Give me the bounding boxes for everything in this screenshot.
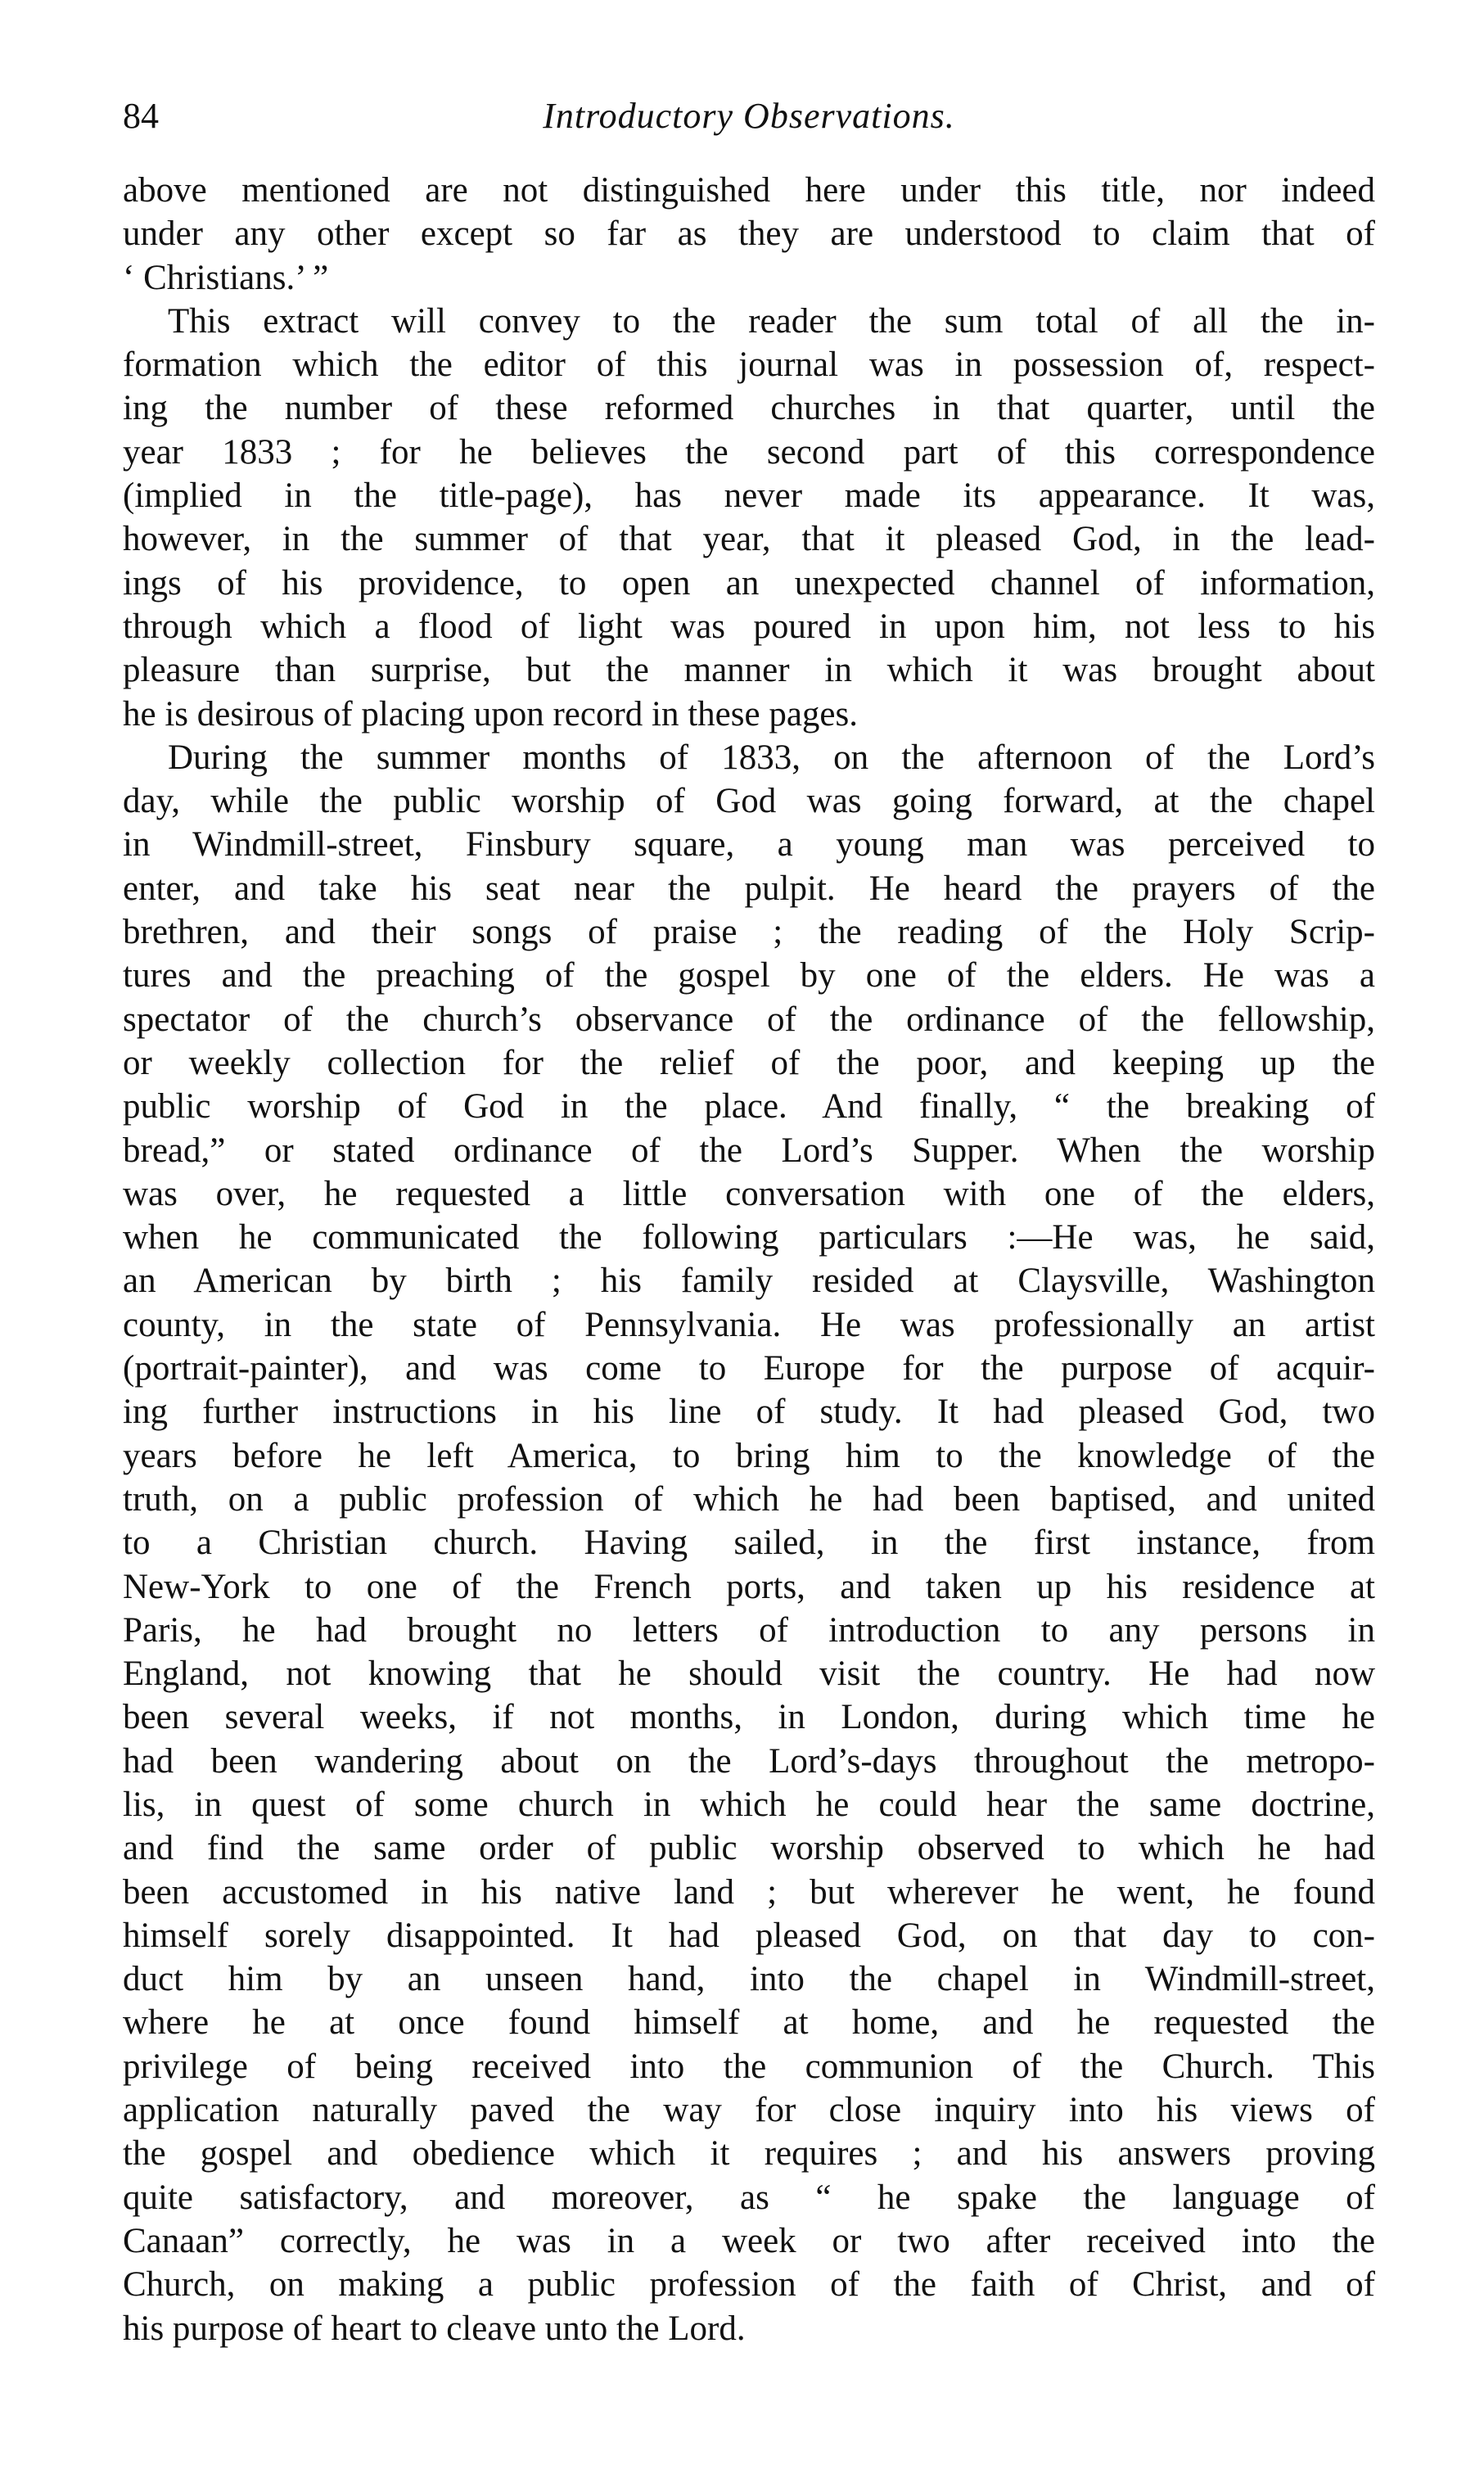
text-line: ings of his providence, to open an unexpected channel of information, [123, 563, 1375, 603]
running-title: Introductory Observations. [543, 96, 955, 136]
text-line: the gospel and obedience which it requires ; and his answers proving [123, 2134, 1375, 2174]
text-line: an American by birth ; his family resided at Claysville, Washington [123, 1262, 1375, 1301]
text-line: spectator of the church’s observance of the ordinance of the fellowship, [123, 1000, 1375, 1039]
text-line: brethren, and their songs of praise ; the reading of the Holy Scrip- [123, 913, 1375, 952]
text-line: in Windmill-street, Finsbury square, a young man was perceived to [123, 825, 1375, 865]
text-line: bread,” or stated ordinance of the Lord’s Supper. When the worship [123, 1131, 1375, 1170]
text-line: under any other except so far as they are understood to claim that of [123, 214, 1375, 254]
text-line: his purpose of heart to cleave unto the Lord. [123, 2309, 746, 2348]
text-line: Paris, he had brought no letters of introduction to any persons in [123, 1610, 1375, 1650]
text-line: county, in the state of Pennsylvania. He was professionally an artist [123, 1305, 1375, 1344]
text-line: New-York to one of the French ports, and taken up his residence at [123, 1567, 1375, 1606]
text-line: himself sorely disappointed. It had pleased God, on that day to con- [123, 1916, 1375, 1955]
text-line: pleasure than surprise, but the manner in which it was brought about [123, 651, 1375, 690]
text-line: application naturally paved the way for close inquiry into his views of [123, 2091, 1375, 2130]
text-line: year 1833 ; for he believes the second part of this correspondence [123, 432, 1375, 472]
text-line: duct him by an unseen hand, into the chapel in Windmill-street, [123, 1960, 1375, 1999]
text-line: ing further instructions in his line of study. It had pleased God, two [123, 1393, 1375, 1432]
text-line: ‘ Christians.’ ” [123, 258, 329, 297]
text-line: above mentioned are not distinguished here under this title, nor indeed [123, 171, 1375, 210]
text-line: Church, on making a public profession of the faith of Christ, and of [123, 2265, 1375, 2305]
text-line: enter, and take his seat near the pulpit. He heard the prayers of the [123, 869, 1375, 908]
text-line: public worship of God in the place. And finally, “ the breaking of [123, 1087, 1375, 1126]
text-line: when he communicated the following particulars :—He was, he said, [123, 1218, 1375, 1257]
text-line: through which a flood of light was poured in upon him, not less to his [123, 607, 1375, 646]
text-line: tures and the preaching of the gospel by one of the elders. He was a [123, 956, 1375, 995]
body-text [123, 169, 1375, 2350]
text-line: had been wandering about on the Lord’s-days throughout the metropo- [123, 1741, 1375, 1781]
text-line: privilege of being received into the communion of the Church. This [123, 2047, 1375, 2086]
text-line: and find the same order of public worship observed to which he had [123, 1829, 1375, 1868]
text-line: been several weeks, if not months, in London, during which time he [123, 1698, 1375, 1737]
text-line: to a Christian church. Having sailed, in the first instance, from [123, 1524, 1375, 1563]
text-line: (implied in the title-page), has never made its appearance. It was, [123, 476, 1375, 516]
text-line: ing the number of these reformed churches in that quarter, until the [123, 389, 1375, 428]
text-line: England, not knowing that he should visit the country. He had now [123, 1655, 1375, 1694]
text-line: lis, in quest of some church in which he could hear the same doctrine, [123, 1785, 1375, 1824]
text-line: he is desirous of placing upon record in these pages. [123, 694, 858, 734]
text-line: Canaan” correctly, he was in a week or two after received into the [123, 2221, 1375, 2260]
text-line: truth, on a public profession of which he had been baptised, and united [123, 1479, 1375, 1519]
text-line: formation which the editor of this journal was in possession of, respect- [123, 345, 1375, 385]
text-line: quite satisfactory, and moreover, as “ he spake the language of [123, 2178, 1375, 2217]
text-line: day, while the public worship of God was going forward, at the chapel [123, 782, 1375, 821]
text-line: years before he left America, to bring him to the knowledge of the [123, 1436, 1375, 1475]
text-line: been accustomed in his native land ; but wherever he went, he found [123, 1872, 1375, 1912]
text-line: or weekly collection for the relief of the poor, and keeping up the [123, 1043, 1375, 1082]
page-number: 84 [123, 96, 159, 136]
text-line: however, in the summer of that year, that it pleased God, in the lead- [123, 520, 1375, 559]
text-line: where he at once found himself at home, and he requested the [123, 2003, 1375, 2043]
page-header [123, 92, 1375, 141]
text-line: This extract will convey to the reader the sum total of all the in- [168, 301, 1375, 341]
text-line: During the summer months of 1833, on the afternoon of the Lord’s [168, 738, 1375, 777]
text-line: (portrait-painter), and was come to Europe for the purpose of acquir- [123, 1349, 1375, 1388]
text-line: was over, he requested a little conversation with one of the elders, [123, 1174, 1375, 1213]
